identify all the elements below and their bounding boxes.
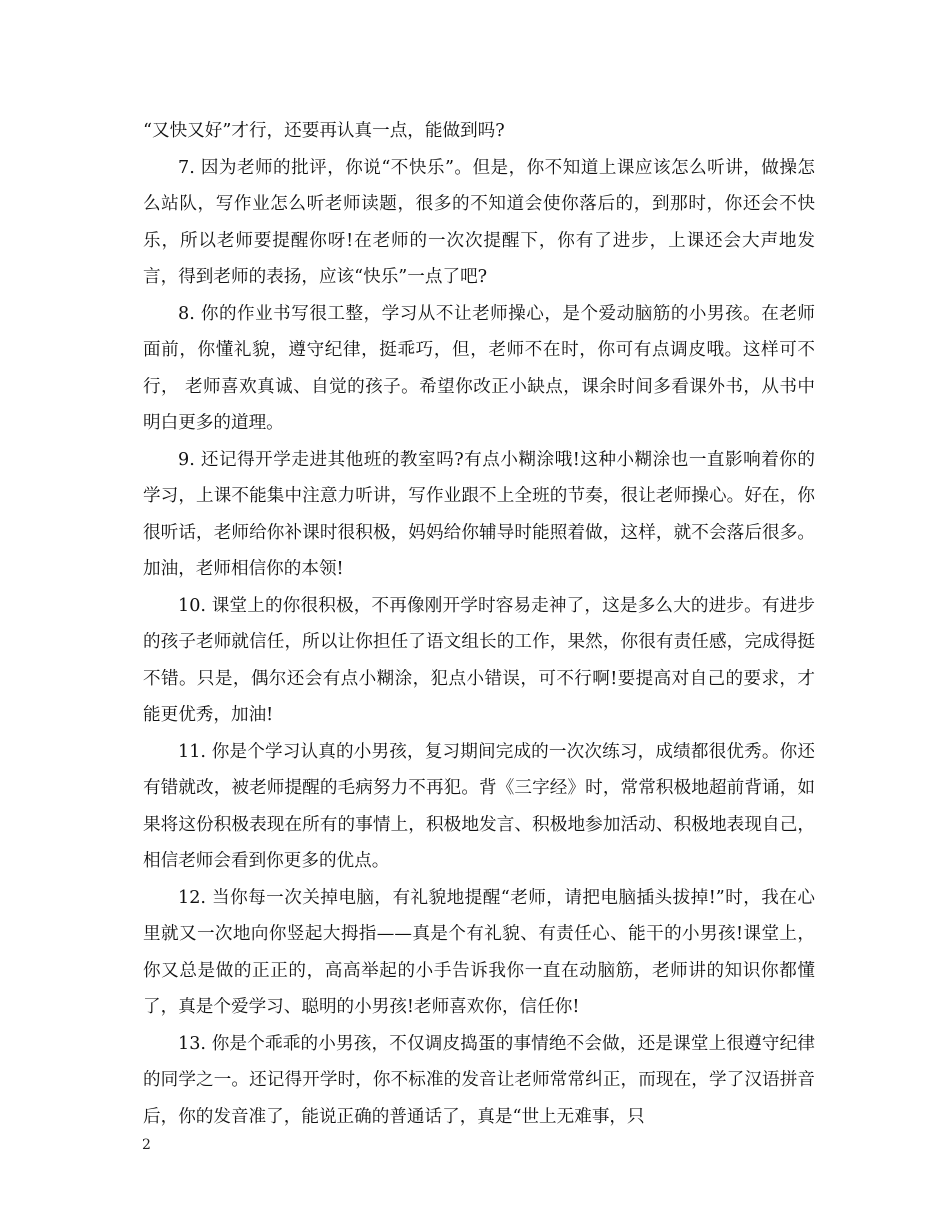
document-body bbox=[143, 113, 815, 1135]
paragraph-item-9: 9. 还记得开学走进其他班的教室吗?有点小糊涂哦!这种小糊涂也一直影响着你的学习，上课不能集中注意力听讲，写作业跟不上全班的节奏，很让老师操心。好在，你很听话，老师给你补课时很积极，妈妈给你辅导时能照着做，这样，就不会落后很多。加油，老师相信你的本领! bbox=[143, 449, 815, 579]
paragraph-item-12: 12. 当你每一次关掉电脑，有礼貌地提醒“老师，请把电脑插头拔掉!”时，我在心里就又一次地向你竖起大拇指——真是个有礼貌、有责任心、能干的小男孩!课堂上，你又总是做的正正的，高高举起的小手告诉我你一直在动脑筋，老师讲的知识你都懂了，真是个爱学习、聪明的小男孩!老师喜欢你，信任你! bbox=[143, 887, 815, 1017]
page-number: 2 bbox=[142, 1137, 151, 1153]
paragraph-item-7: 7. 因为老师的批评，你说“不快乐”。但是，你不知道上课应该怎么听讲，做操怎么站队，写作业怎么听老师读题，很多的不知道会使你落后的，到那时，你还会不快乐，所以老师要提醒你呀!在老师的一次次提醒下，你有了进步，上课还会大声地发言，得到老师的表扬，应该“快乐”一点了吧? bbox=[143, 157, 815, 287]
paragraph-item-8: 8. 你的作业书写很工整，学习从不让老师操心，是个爱动脑筋的小男孩。在老师面前，你懂礼貌，遵守纪律，挺乖巧，但，老师不在时，你可有点调皮哦。这样可不行， 老师喜欢真诚、自觉的孩子。希望你改正小缺点，课余时间多看课外书，从书中明白更多的道理。 bbox=[143, 303, 815, 433]
paragraph-continuation: “又快又好”才行，还要再认真一点，能做到吗? bbox=[143, 121, 505, 141]
paragraph-item-10: 10. 课堂上的你很积极，不再像刚开学时容易走神了，这是多么大的进步。有进步的孩子老师就信任，所以让你担任了语文组长的工作，果然，你很有责任感，完成得挺不错。只是，偶尔还会有点小糊涂，犯点小错误，可不行啊!要提高对自己的要求，才能更优秀，加油! bbox=[143, 595, 815, 725]
paragraph-item-13: 13. 你是个乖乖的小男孩，不仅调皮捣蛋的事情绝不会做，还是课堂上很遵守纪律的同学之一。还记得开学时，你不标准的发音让老师常常纠正，而现在，学了汉语拼音后，你的发音准了，能说正确的普通话了，真是“世上无难事，只 bbox=[143, 1033, 815, 1127]
paragraph-item-11: 11. 你是个学习认真的小男孩，复习期间完成的一次次练习，成绩都很优秀。你还有错就改，被老师提醒的毛病努力不再犯。背《三字经》时，常常积极地超前背诵，如果将这份积极表现在所有的事情上，积极地发言、积极地参加活动、积极地表现自己，相信老师会看到你更多的优点。 bbox=[143, 741, 815, 871]
